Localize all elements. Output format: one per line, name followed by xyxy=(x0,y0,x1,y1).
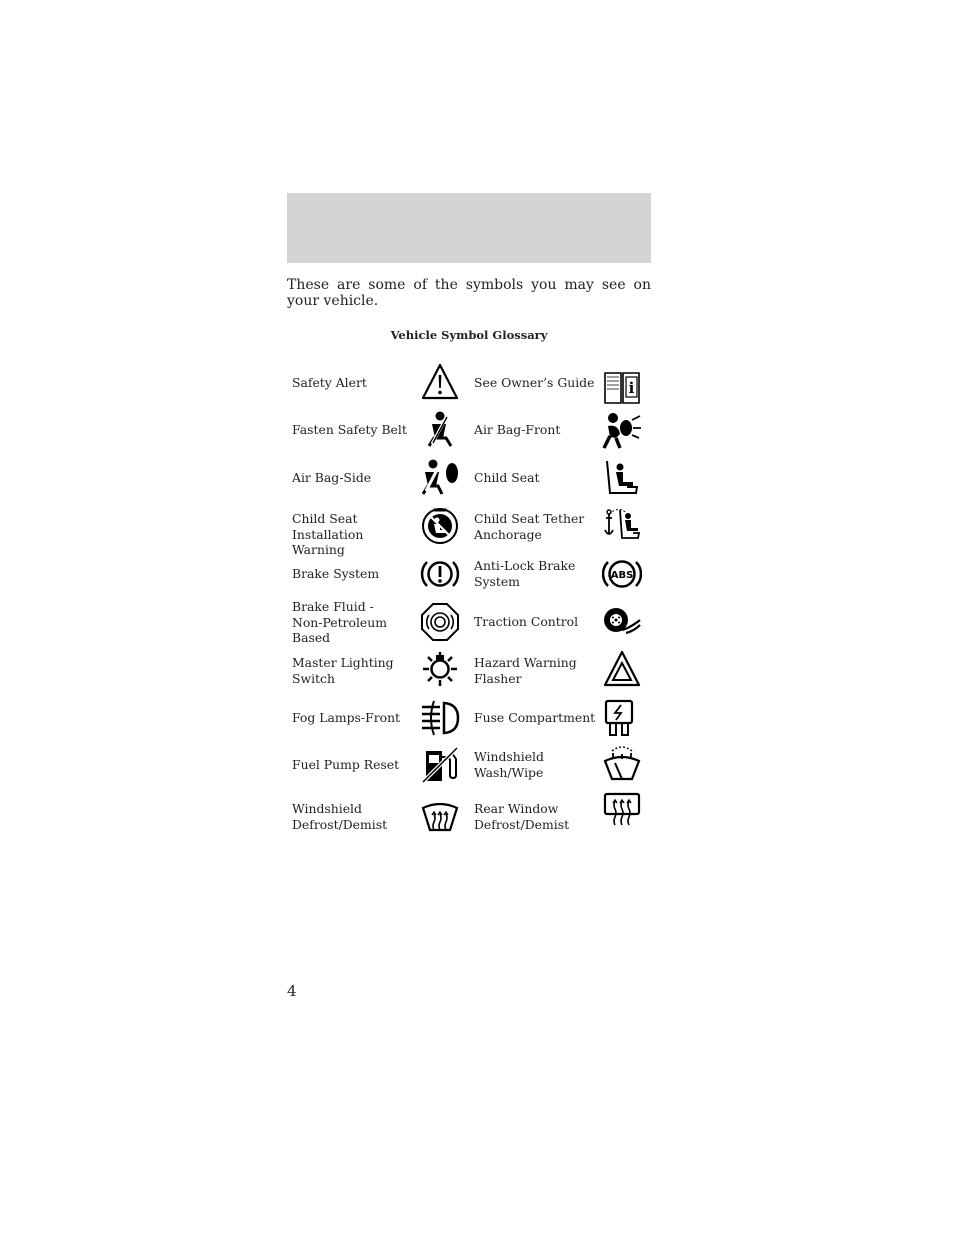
wash-wipe-icon xyxy=(602,745,642,785)
fuel-pump-icon xyxy=(420,745,460,785)
child-seat-warning-icon xyxy=(420,506,460,546)
label-brake-fluid: Brake Fluid - Non-Petroleum Based xyxy=(292,599,387,645)
label-hazard-flasher: Hazard Warning Flasher xyxy=(474,655,577,686)
svg-text:i: i xyxy=(628,379,635,397)
windshield-defrost-icon xyxy=(420,798,460,838)
label-airbag-side: Air Bag-Side xyxy=(292,470,372,485)
label-child-seat: Child Seat xyxy=(474,470,540,485)
warning-triangle-icon xyxy=(420,362,460,402)
owners-guide-icon xyxy=(602,367,642,407)
fog-lamp-icon xyxy=(420,698,460,738)
hazard-icon xyxy=(602,649,642,689)
rear-defrost-icon xyxy=(602,790,642,830)
brake-fluid-icon xyxy=(420,602,460,642)
label-abs: Anti-Lock Brake System xyxy=(474,558,576,589)
label-fasten-belt: Fasten Safety Belt xyxy=(292,422,407,437)
header-bar xyxy=(287,193,651,263)
label-master-lighting: Master Lighting Switch xyxy=(292,655,394,686)
page-number: 4 xyxy=(287,982,297,1000)
label-windshield-defrost: Windshield Defrost/Demist xyxy=(292,801,388,832)
fuse-icon xyxy=(602,698,642,738)
airbag-front-icon xyxy=(602,410,642,450)
label-safety-alert: Safety Alert xyxy=(292,375,367,390)
label-wash-wipe: Windshield Wash/Wipe xyxy=(474,749,544,780)
seatbelt-icon xyxy=(420,410,460,450)
label-rear-defrost: Rear Window Defrost/Demist xyxy=(474,801,570,832)
traction-control-icon xyxy=(602,602,642,642)
master-lighting-icon xyxy=(420,649,460,689)
brake-system-icon xyxy=(420,554,460,594)
label-fuel-pump-reset: Fuel Pump Reset xyxy=(292,757,400,772)
label-fuse-compartment: Fuse Compartment xyxy=(474,710,596,725)
label-child-seat-warning: Child Seat Installation Warning xyxy=(292,511,364,557)
abs-icon xyxy=(602,554,642,594)
glossary-title: Vehicle Symbol Glossary xyxy=(390,328,548,342)
label-traction-control: Traction Control xyxy=(474,614,579,629)
label-fog-lamps: Fog Lamps-Front xyxy=(292,710,401,725)
tether-anchor-icon xyxy=(602,506,642,546)
intro-text: These are some of the symbols you may see on your vehicle. xyxy=(287,277,651,309)
label-owners-guide: See Owner’s Guide xyxy=(474,375,595,390)
child-seat-icon xyxy=(602,458,642,498)
svg-text:ABS: ABS xyxy=(610,570,634,581)
label-tether-anchorage: Child Seat Tether Anchorage xyxy=(474,511,585,542)
label-airbag-front: Air Bag-Front xyxy=(474,422,561,437)
airbag-side-icon xyxy=(420,458,460,498)
label-brake-system: Brake System xyxy=(292,566,380,581)
